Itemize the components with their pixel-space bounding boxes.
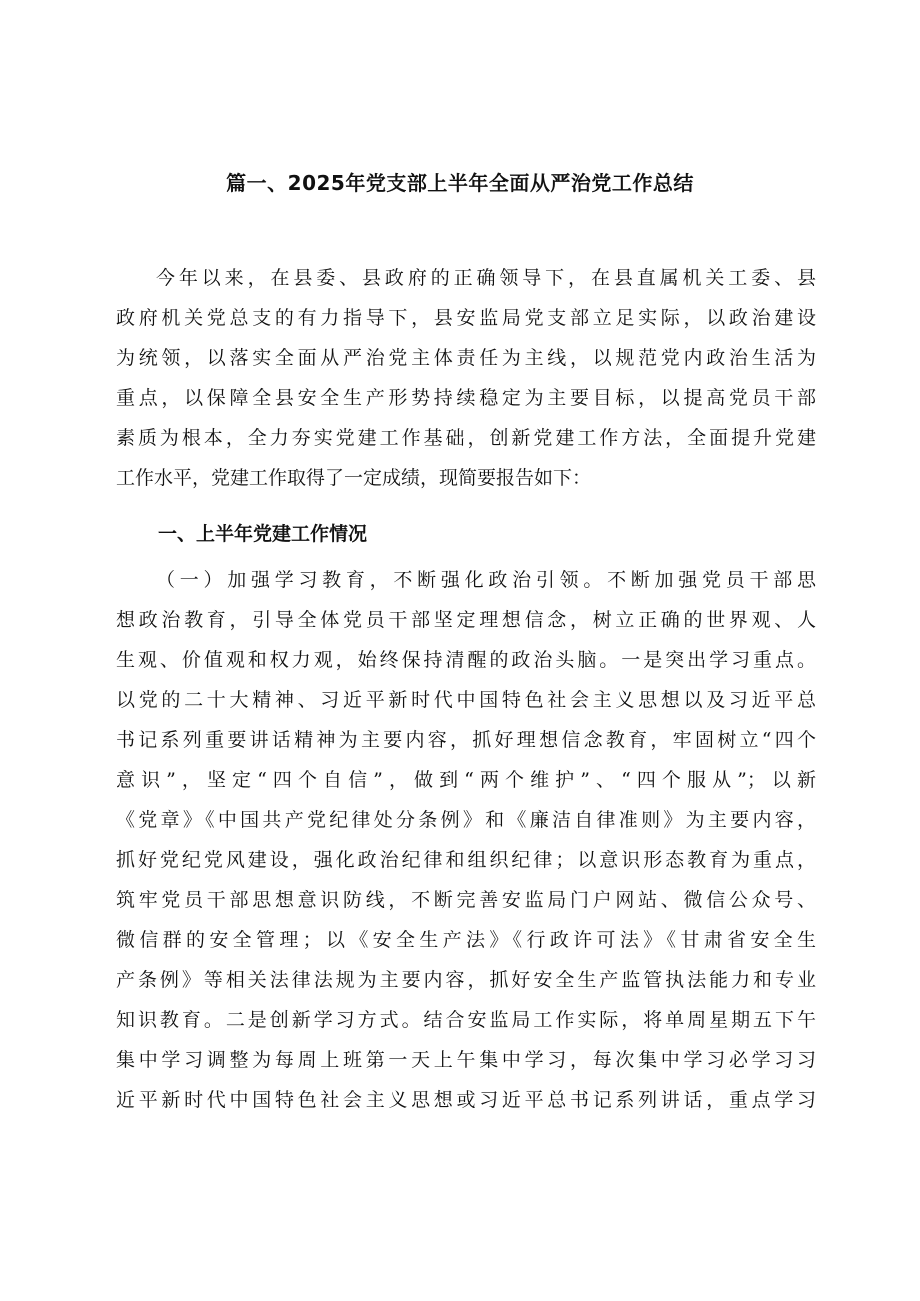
paragraph-line: 为统领，以落实全面从严治党主体责任为主线，以规范党内政治生活为 <box>116 347 816 369</box>
paragraph-line: 意识”，坚定“四个自信”，做到“两个维护”、“四个服从”；以新 <box>116 769 816 791</box>
paragraph-line: 知识教育。二是创新学习方式。结合安监局工作实际，将单周星期五下午 <box>116 1009 816 1031</box>
document-title: 篇一、2025年党支部上半年全面从严治党工作总结 <box>226 171 694 195</box>
paragraph-line: 《党章》《中国共产党纪律处分条例》和《廉洁自律准则》为主要内容， <box>116 809 816 831</box>
paragraph-line: 政府机关党总支的有力指导下，县安监局党支部立足实际，以政治建设 <box>116 307 816 329</box>
paragraph-line: 工作水平，党建工作取得了一定成绩，现简要报告如下： <box>116 467 592 489</box>
intro-paragraph <box>116 258 816 498</box>
paragraph-line: 近平新时代中国特色社会主义思想或习近平总书记系列讲话，重点学习 <box>116 1089 816 1111</box>
paragraph-line: 以党的二十大精神、习近平新时代中国特色社会主义思想以及习近平总 <box>116 689 816 711</box>
paragraph-line: 生观、价值观和权力观，始终保持清醒的政治头脑。一是突出学习重点。 <box>116 649 816 671</box>
paragraph-line: 重点，以保障全县安全生产形势持续稳定为主要目标，以提高党员干部 <box>116 387 816 409</box>
paragraph-line: 今年以来，在县委、县政府的正确领导下，在县直属机关工委、县 <box>156 267 816 289</box>
paragraph-line: 想政治教育，引导全体党员干部坚定理想信念，树立正确的世界观、人 <box>116 609 816 631</box>
paragraph-line: 产条例》等相关法律法规为主要内容，抓好安全生产监管执法能力和专业 <box>116 969 816 991</box>
paragraph-line: （一）加强学习教育，不断强化政治引领。不断加强党员干部思 <box>156 569 816 591</box>
paragraph-line: 抓好党纪党风建设，强化政治纪律和组织纪律；以意识形态教育为重点， <box>116 849 816 871</box>
section-paragraph <box>116 560 816 1120</box>
paragraph-line: 集中学习调整为每周上班第一天上午集中学习，每次集中学习必学习习 <box>116 1049 816 1071</box>
paragraph-line: 微信群的安全管理；以《安全生产法》《行政许可法》《甘肃省安全生 <box>116 929 816 951</box>
section-heading: 一、上半年党建工作情况 <box>158 523 368 545</box>
paragraph-line: 筑牢党员干部思想意识防线，不断完善安监局门户网站、微信公众号、 <box>116 889 816 911</box>
paragraph-line: 书记系列重要讲话精神为主要内容，抓好理想信念教育，牢固树立“四个 <box>116 729 816 751</box>
paragraph-line: 素质为根本，全力夯实党建工作基础，创新党建工作方法，全面提升党建 <box>116 427 816 449</box>
